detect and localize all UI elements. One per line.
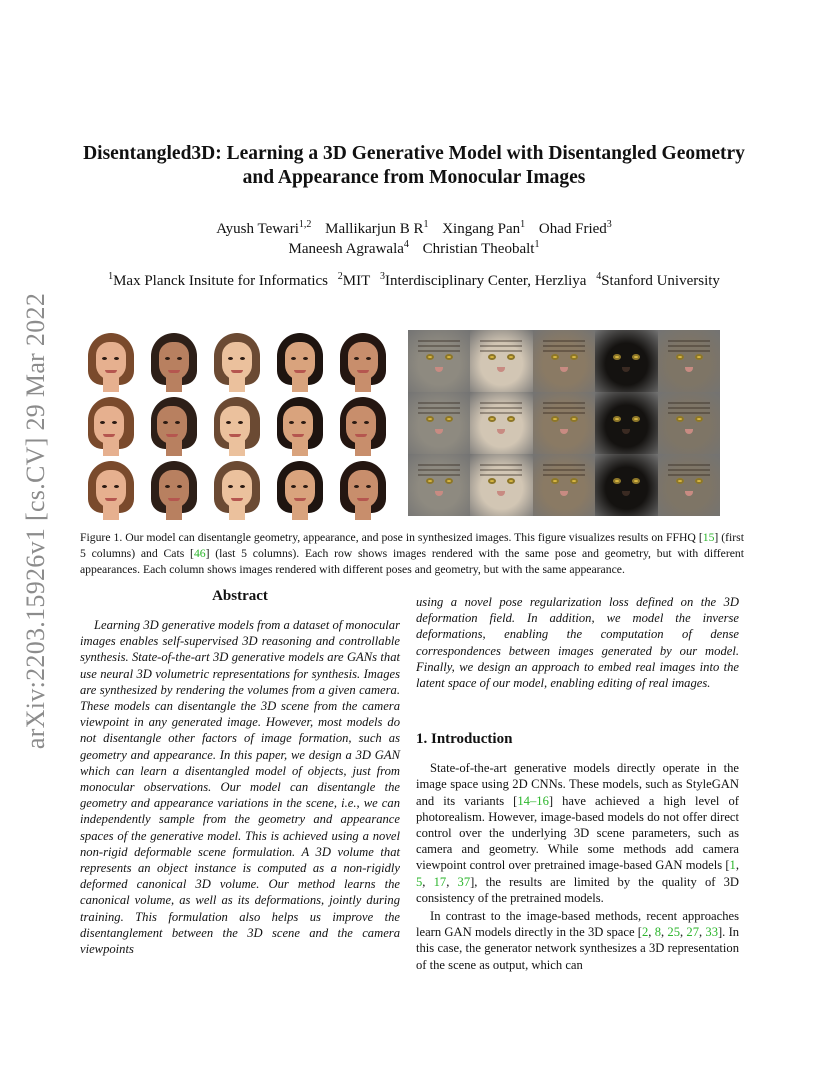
citation-link[interactable]: 25	[667, 925, 680, 940]
face-image	[206, 330, 268, 392]
figure-caption: Figure 1. Our model can disentangle geometry, appearance, and pose in synthesized images. This figure visualizes results on FFHQ [15] (first 5 columns) and Cats [46] (last 5 columns). Each row shows images rendered with the same pose and geometry, but with different appearances. Each column shows images rendered with different poses and geometry, but with the same appearance.	[80, 531, 744, 576]
abstract-heading: Abstract	[212, 588, 268, 604]
author: Maneesh Agrawala$^4$	[288, 239, 409, 257]
affiliation: $^4$Stanford University	[596, 271, 720, 289]
author-line-1	[60, 219, 768, 239]
cat-image	[470, 330, 532, 392]
cat-image	[408, 330, 470, 392]
face-image	[80, 458, 142, 520]
affiliation: $^2$MIT	[337, 271, 371, 289]
face-image	[206, 458, 268, 520]
face-image	[332, 330, 394, 392]
citation-link[interactable]: 1	[729, 858, 736, 873]
intro-paragraph-1: State-of-the-art generative models directly operate in the image space using 2D CNNs. These models, such as StyleGAN and its variants [14–16] have achieved a high level of photorealism. However, image-based models do not offer direct control over the underlying 3D scene parameters, such as camera and geometry. While some methods add camera viewpoint control over pretrained image-based GAN models [1, 5, 17, 37], the results are limited by the quality of 3D consistency of the pretrained models.	[416, 761, 740, 905]
citation-link[interactable]: 17	[433, 874, 447, 889]
cat-image	[470, 454, 532, 516]
cat-image	[408, 454, 470, 516]
author: Mallikarjun B $R^1$	[325, 219, 429, 237]
cat-image	[408, 392, 470, 454]
author: Ayush Tewari$^{1,2}$	[216, 219, 312, 237]
cat-image	[533, 454, 595, 516]
face-image-grid	[80, 330, 394, 520]
affiliations	[60, 273, 768, 290]
face-image	[269, 394, 331, 456]
cat-image	[533, 392, 595, 454]
cat-image	[470, 392, 532, 454]
citation-link[interactable]: 14–16	[517, 793, 549, 808]
author-line-2	[60, 239, 768, 259]
citation-link[interactable]: 46	[193, 547, 206, 560]
right-column	[416, 594, 739, 975]
face-image	[143, 394, 205, 456]
author: Xingang Pan$^1$	[442, 219, 526, 237]
face-image	[269, 458, 331, 520]
arxiv-id: arXiv:2203.15926v1 [cs.CV] 29 Mar 2022	[21, 292, 50, 750]
abstract-text: Learning 3D generative models from a dataset of monocular images enables self-supervised 3D reasoning and controllable synthesis. State-of-the-art 3D generative models are GANs that use neural 3D volumetric representations for synthesis. Images are synthesized by rendering the volumes from a given camera. These models can disentangle the 3D scene from the camera viewpoint in any generated image. However, most models do not disentangle other factors of image formation, such as geometry and appearance. In this paper, we design a 3D GAN which can learn a disentangled model of objects, just from monocular observations. Our model can disentangle the geometry and appearance variations in the scene, i.e., we can independently sample from the geometry and appearance spaces of the generative model. This is achieved using a novel non-rigid deformable scene formulation. A 3D volume that represents an object instance is computed as a non-rigidly deformed canonical 3D volume. Our method learns the canonical volume, as well as its deformations, jointly during training. This formulation also helps us improve the disentanglement between the 3D scene and the camera viewpoints	[80, 618, 400, 957]
face-image	[80, 394, 142, 456]
citation-link[interactable]: 5	[416, 874, 423, 889]
left-column	[80, 588, 400, 957]
cat-image	[658, 330, 720, 392]
title-line-2: and Appearance from Monocular Images	[242, 167, 586, 188]
cat-image	[533, 330, 595, 392]
affiliation: $^1$Max Planck Insitute for Informatics	[108, 271, 329, 289]
face-image	[269, 330, 331, 392]
face-image	[332, 458, 394, 520]
face-image	[143, 458, 205, 520]
citation-link[interactable]: 33	[705, 925, 718, 940]
paper-title	[60, 142, 768, 190]
author: Christian Theobalt$^1$	[422, 239, 540, 257]
cat-image	[658, 454, 720, 516]
cat-image	[595, 392, 657, 454]
figure-1	[80, 330, 720, 520]
citation-link[interactable]: 8	[654, 925, 661, 940]
face-image	[143, 330, 205, 392]
author: Ohad Fried$^3$	[538, 219, 612, 237]
title-line-1: Disentangled3D: Learning a 3D Generative Model with Disentangled Geometry	[83, 143, 745, 164]
face-image	[332, 394, 394, 456]
citation-link[interactable]: 15	[702, 531, 715, 544]
cat-image-grid	[408, 330, 720, 516]
abstract-continuation: using a novel pose regularization loss defined on the 3D deformation field. In addition, we model the inverse deformations, enabling the computation of dense correspondences between images generated by our model. Finally, we design an approach to embed real images into the latent space of our model, enabling editing of real images.	[416, 595, 739, 691]
introduction-heading: 1. Introduction	[416, 731, 513, 748]
arxiv-watermark	[14, 286, 58, 756]
cat-image	[658, 392, 720, 454]
affiliation: $^3$Interdisciplinary Center, Herzliya	[380, 271, 587, 289]
citation-link[interactable]: 27	[686, 925, 699, 940]
face-image	[206, 394, 268, 456]
intro-paragraph-2: In contrast to the image-based methods, recent approaches learn GAN models directly in the 3D space [2, 8, 25, 27, 33]. In this case, the generator network synthesizes a 3D representation of the scene as output, which can	[416, 909, 740, 972]
citation-link[interactable]: 2	[641, 925, 649, 940]
cat-image	[595, 330, 657, 392]
cat-image	[595, 454, 657, 516]
citation-link[interactable]: 37	[457, 874, 471, 889]
author-list	[60, 219, 768, 259]
face-image	[80, 330, 142, 392]
